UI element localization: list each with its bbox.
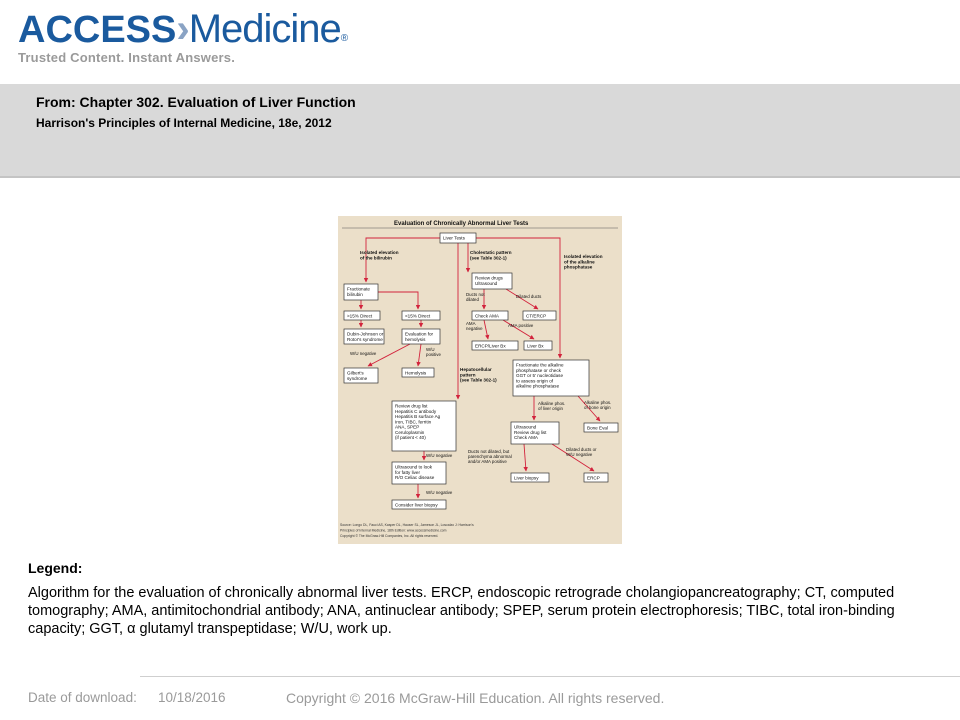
edge-to-lt15	[378, 292, 418, 309]
node-text-alk_liver: Alkaline phos. of liver origin	[538, 401, 566, 412]
node-text-hepatocellular: Hepatocellular pattern (see Table 302-1)	[460, 367, 497, 383]
node-text-liver_biopsy: Liver biopsy	[514, 475, 539, 481]
logo-tagline: Trusted Content. Instant Answers.	[18, 50, 236, 65]
node-text-liver_tests: Liver Tests	[443, 235, 465, 241]
figure-credit-line: Source: Longo DL, Fauci AS, Kasper DL, Hauser SL, Jameson JL, Loscalzo J: Harrison's	[340, 523, 474, 527]
node-text-fractionate_bili: Fractionate bilirubin	[347, 286, 370, 297]
chapter-title: From: Chapter 302. Evaluation of Liver Function	[36, 94, 356, 110]
node-text-ercp: ERCP	[587, 475, 600, 481]
node-text-fractionate_alk: Fractionate the alkaline phosphatase or check GGT or 5' nucleotidase to assess origin of alkaline phosphatase	[516, 362, 564, 389]
node-text-gt15: >15% Direct	[347, 313, 373, 319]
node-text-ducts_not_dilated_2: Ducts not dilated, but parenchyma abnormal and/or AMA positive	[468, 449, 512, 465]
node-text-liver_bx: Liver Bx	[527, 343, 544, 349]
book-source: Harrison's Principles of Internal Medicine, 18e, 2012	[36, 116, 332, 130]
node-text-cholestatic: Cholestatic pattern (see Table 302-1)	[470, 250, 512, 261]
node-text-gilbert: Gilbert's syndrome	[347, 370, 368, 381]
figure-image[interactable]	[338, 216, 622, 544]
node-text-ultrasound_review: Ultrasound Review drug list Check AMA	[514, 424, 547, 441]
legend-text: Algorithm for the evaluation of chronically abnormal liver tests. ERCP, endoscopic retrograde cholangiopancreatography; CT, computed tomography; AMA, antimitochondrial antibody; ANA, antinuclear antibody; SPEP, serum protein electrophoresis; TIBC, total iron-binding capacity; GGT, α glutamyl transpeptidase; W/U, work up.	[28, 585, 895, 637]
logo-medicine-text: Medicine	[188, 7, 341, 51]
node-text-isolated_bili: Isolated elevation of the bilirubin	[360, 250, 399, 261]
copyright-notice: Copyright © 2016 McGraw-Hill Education. All rights reserved.	[286, 690, 665, 706]
logo-wordmark	[18, 6, 347, 53]
node-text-review_drug_list: Review drug list Hepatitis C antibody Hepatitis B surface Ag Iron, TIBC, ferritin ANA, SPEP Ceruloplasmin (if patient < 40)	[395, 403, 441, 441]
legend-title: Legend:	[28, 560, 83, 576]
node-text-review_drugs: Review drugs Ultrasound	[475, 275, 503, 286]
footer-divider	[140, 676, 960, 677]
figure-title: Evaluation of Chronically Abnormal Liver Tests	[394, 221, 529, 227]
node-text-dilated_ducts: Dilated ducts	[516, 294, 542, 299]
node-text-hemolysis: Hemolysis	[405, 370, 427, 376]
figure-credit-line: Principles of Internal Medicine, 18th Edition: www.accessmedicine.com	[340, 528, 447, 533]
edge-to-liver-biopsy	[524, 444, 526, 471]
node-text-bone_eval: Bone Eval	[587, 425, 608, 431]
accessmedicine-logo[interactable]	[14, 6, 348, 66]
logo-access-text: ACCESS	[18, 9, 177, 51]
edge-to-ct-ercp	[506, 289, 538, 309]
edge-to-hemolysis	[418, 344, 421, 366]
node-text-ducts_not_dilated: Ducts not dilated	[466, 292, 485, 303]
node-text-lt15: <15% Direct	[405, 313, 431, 319]
node-text-ultrasound_fatty: Ultrasound to look for fatty liver R/O Celiac disease	[395, 464, 435, 481]
node-text-ama_positive: AMA positive	[508, 323, 534, 328]
node-text-dilated_or_wu: Dilated ducts or W/U negative	[566, 447, 597, 458]
node-text-wu_positive: W/U positive	[426, 347, 441, 358]
node-text-ama_negative: AMA negative	[466, 321, 483, 332]
download-date-label: Date of download:	[28, 690, 137, 705]
node-text-check_ama: Check AMA	[475, 313, 499, 319]
node-text-isolated_alk: Isolated elevation of the alkaline phosphatase	[564, 254, 603, 270]
figure-credit-line: Copyright © The McGraw-Hill Companies, Inc. All rights reserved.	[340, 534, 439, 538]
node-text-eval_hemolysis: Evaluation for hemolysis	[405, 331, 434, 342]
node-text-consider_biopsy: Consider liver biopsy	[395, 502, 438, 508]
logo-chevron-icon: ›	[176, 7, 189, 51]
node-text-wu_negative_3: W/U negative	[426, 490, 453, 495]
edge-to-ercp-liverbx	[484, 320, 488, 339]
liver-tests-flowchart	[338, 216, 622, 544]
node-text-wu_negative_2: W/U negative	[426, 453, 453, 458]
registered-icon: ®	[340, 33, 348, 44]
download-date: 10/18/2016	[158, 690, 226, 705]
citation-header	[0, 84, 960, 178]
node-text-dubin: Dubin-Johnson or Rotor's syndrome	[347, 331, 384, 342]
node-text-ct_ercp: CT/ERCP	[526, 313, 547, 319]
node-text-alk_bone: Alkaline phos. of bone origin	[584, 400, 612, 411]
node-text-wu_negative_1: W/U negative	[350, 351, 377, 356]
node-text-ercp_liverbx: ERCP/Liver Bx	[475, 343, 506, 349]
